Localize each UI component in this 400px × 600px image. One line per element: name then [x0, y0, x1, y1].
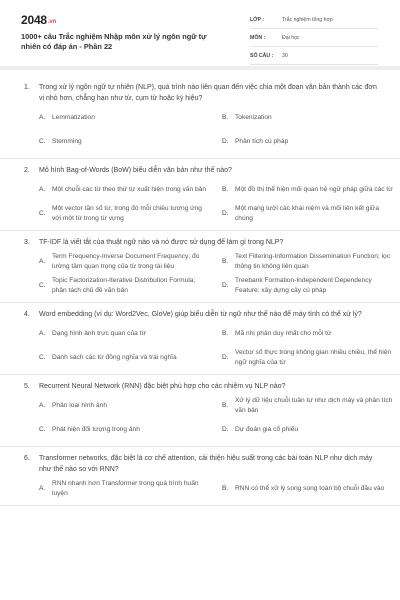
- option-text: Phân tích cú pháp: [235, 138, 289, 145]
- option-letter: D.: [222, 210, 229, 217]
- meta-row-class: [250, 11, 378, 29]
- option-text: Dạng hình ảnh trực quan của từ: [52, 330, 146, 337]
- option-b[interactable]: [222, 322, 393, 346]
- question-list: [0, 76, 400, 506]
- question-number: 3.: [24, 239, 30, 246]
- option-letter: A.: [39, 258, 46, 265]
- option-letter: C.: [39, 138, 46, 145]
- meta-value: 30: [282, 52, 288, 59]
- option-letter: B.: [222, 114, 229, 121]
- option-d[interactable]: [222, 130, 393, 154]
- question-number: 4.: [24, 311, 30, 318]
- option-text: Phát hiện đối tượng trong ảnh: [52, 426, 140, 433]
- site-logo[interactable]: [21, 13, 56, 27]
- meta-label: MÔN :: [250, 34, 266, 41]
- option-letter: D.: [222, 282, 229, 289]
- question-text: Mô hình Bag-of-Words (BoW) biểu diễn văn bản như thế nào?: [39, 167, 232, 174]
- option-a[interactable]: [39, 394, 210, 418]
- option-text: Stemming: [52, 138, 82, 145]
- logo-tld: .vn: [47, 19, 56, 25]
- option-letter: D.: [222, 426, 229, 433]
- question-text: TF-IDF là viết tắt của thuật ngữ nào và nó được sử dụng để làm gì trong NLP?: [39, 239, 284, 246]
- option-text: Danh sách các từ đồng nghĩa và trái nghĩa: [52, 354, 177, 361]
- option-letter: B.: [222, 330, 229, 337]
- option-a[interactable]: [39, 106, 210, 130]
- meta-label: LỚP :: [250, 16, 265, 23]
- option-b[interactable]: [222, 477, 393, 501]
- question-6: [0, 447, 400, 506]
- meta-label: SỐ CÂU :: [250, 52, 274, 59]
- option-a[interactable]: [39, 322, 210, 346]
- option-text: Dự đoán giá cổ phiếu: [235, 426, 299, 433]
- option-letter: C.: [39, 426, 46, 433]
- option-text: RNN nhanh hơn Transformer trong quá trình huấn luyện: [52, 480, 199, 497]
- question-text: Recurrent Neural Network (RNN) đặc biệt phù hợp cho các nhiệm vụ NLP nào?: [39, 383, 286, 390]
- option-b[interactable]: [222, 106, 393, 130]
- option-b[interactable]: [222, 250, 393, 274]
- option-a[interactable]: [39, 250, 210, 274]
- option-letter: B.: [222, 186, 229, 193]
- option-text: Một mạng lưới các khái niệm và mối liên kết giữa chúng: [235, 205, 379, 222]
- question-2: [0, 159, 400, 231]
- option-letter: D.: [222, 138, 229, 145]
- logo-text: 2048: [21, 13, 47, 27]
- option-letter: B.: [222, 485, 229, 492]
- question-3: [0, 231, 400, 303]
- option-b[interactable]: [222, 394, 393, 418]
- option-text: Một đồ thị thể hiện mối quan hệ ngữ pháp giữa các từ: [235, 186, 393, 193]
- option-letter: A.: [39, 402, 46, 409]
- option-letter: C.: [39, 282, 46, 289]
- option-letter: C.: [39, 354, 46, 361]
- question-number: 6.: [24, 455, 30, 462]
- option-a[interactable]: [39, 178, 210, 202]
- option-c[interactable]: [39, 130, 210, 154]
- question-4: [0, 303, 400, 375]
- option-d[interactable]: [222, 202, 393, 226]
- meta-row-subject: [250, 29, 378, 47]
- option-c[interactable]: [39, 346, 210, 370]
- option-text: Topic Factorization-Iterative Distribution Formula; phân tách chủ đề văn bản: [52, 277, 196, 294]
- option-text: Text Filtering-Information Dissemination Function; lọc thông tin không liên quan: [235, 253, 391, 270]
- option-c[interactable]: [39, 202, 210, 226]
- meta-row-count: [250, 47, 378, 65]
- document-header: [0, 0, 400, 60]
- option-letter: B.: [222, 402, 229, 409]
- option-a[interactable]: [39, 477, 210, 501]
- question-number: 1.: [24, 84, 30, 91]
- question-1: [0, 76, 400, 159]
- option-text: Xử lý dữ liệu chuỗi tuần tự như dịch máy và phân tích văn bản: [235, 397, 393, 414]
- option-text: Term Frequency-Inverse Document Frequency; đo lường tầm quan trọng của từ trong tài liệu: [52, 253, 200, 270]
- option-text: Vector số thực trong không gian nhiều chiều, thể hiện ngữ nghĩa của từ: [235, 349, 392, 366]
- option-letter: A.: [39, 330, 46, 337]
- question-text: Word embedding (ví dụ: Word2Vec, GloVe) giúp biểu diễn từ ngữ như thế nào để máy tính có thể xử lý?: [39, 311, 362, 318]
- option-letter: B.: [222, 258, 229, 265]
- question-5: [0, 375, 400, 447]
- option-text: Một vector tần số từ, trong đó mỗi chiều tương ứng với một từ trong từ vựng: [52, 205, 202, 222]
- meta-value: Đại học: [282, 34, 300, 41]
- option-text: Tokenization: [235, 114, 272, 121]
- meta-value: Trắc nghiệm tổng hợp: [282, 16, 333, 23]
- question-number: 5.: [24, 383, 30, 390]
- option-b[interactable]: [222, 178, 393, 202]
- option-d[interactable]: [222, 274, 393, 298]
- option-c[interactable]: [39, 418, 210, 442]
- question-number: 2.: [24, 167, 30, 174]
- option-text: Treebank Formation-Independent Dependency Feature; xây dựng cây cú pháp: [235, 277, 372, 294]
- option-text: Lemmatization: [52, 114, 95, 121]
- option-text: Mã nhị phân duy nhất cho mỗi từ: [235, 330, 332, 337]
- option-letter: A.: [39, 114, 46, 121]
- question-text: Trong xử lý ngôn ngữ tự nhiên (NLP), quá trình nào liên quan đến việc chia một đoạn văn bản thành các đơn vị nhỏ hơn, chẳng hạn như từ, cụm từ hoặc ký hiệu?: [39, 84, 377, 102]
- page-title: 1000+ câu Trắc nghiệm Nhập môn xử lý ngôn ngữ tự nhiên có đáp án - Phần 22: [21, 32, 207, 51]
- meta-table: [250, 11, 378, 65]
- option-letter: A.: [39, 186, 46, 193]
- option-d[interactable]: [222, 418, 393, 442]
- option-text: Một chuỗi các từ theo thứ tự xuất hiện trong văn bản: [52, 186, 206, 193]
- question-text: Transformer networks, đặc biệt là cơ chế attention, cải thiện hiệu suất trong các bài toán NLP như dịch máy như thế nào so với RNN?: [39, 455, 373, 473]
- option-letter: A.: [39, 485, 46, 492]
- option-d[interactable]: [222, 346, 393, 370]
- option-letter: D.: [222, 354, 229, 361]
- option-text: Phân loại hình ảnh: [52, 402, 107, 409]
- option-c[interactable]: [39, 274, 210, 298]
- option-letter: C.: [39, 210, 46, 217]
- header-divider: [0, 66, 400, 70]
- option-text: RNN có thể xử lý song song toàn bộ chuỗi đầu vào: [235, 485, 385, 492]
